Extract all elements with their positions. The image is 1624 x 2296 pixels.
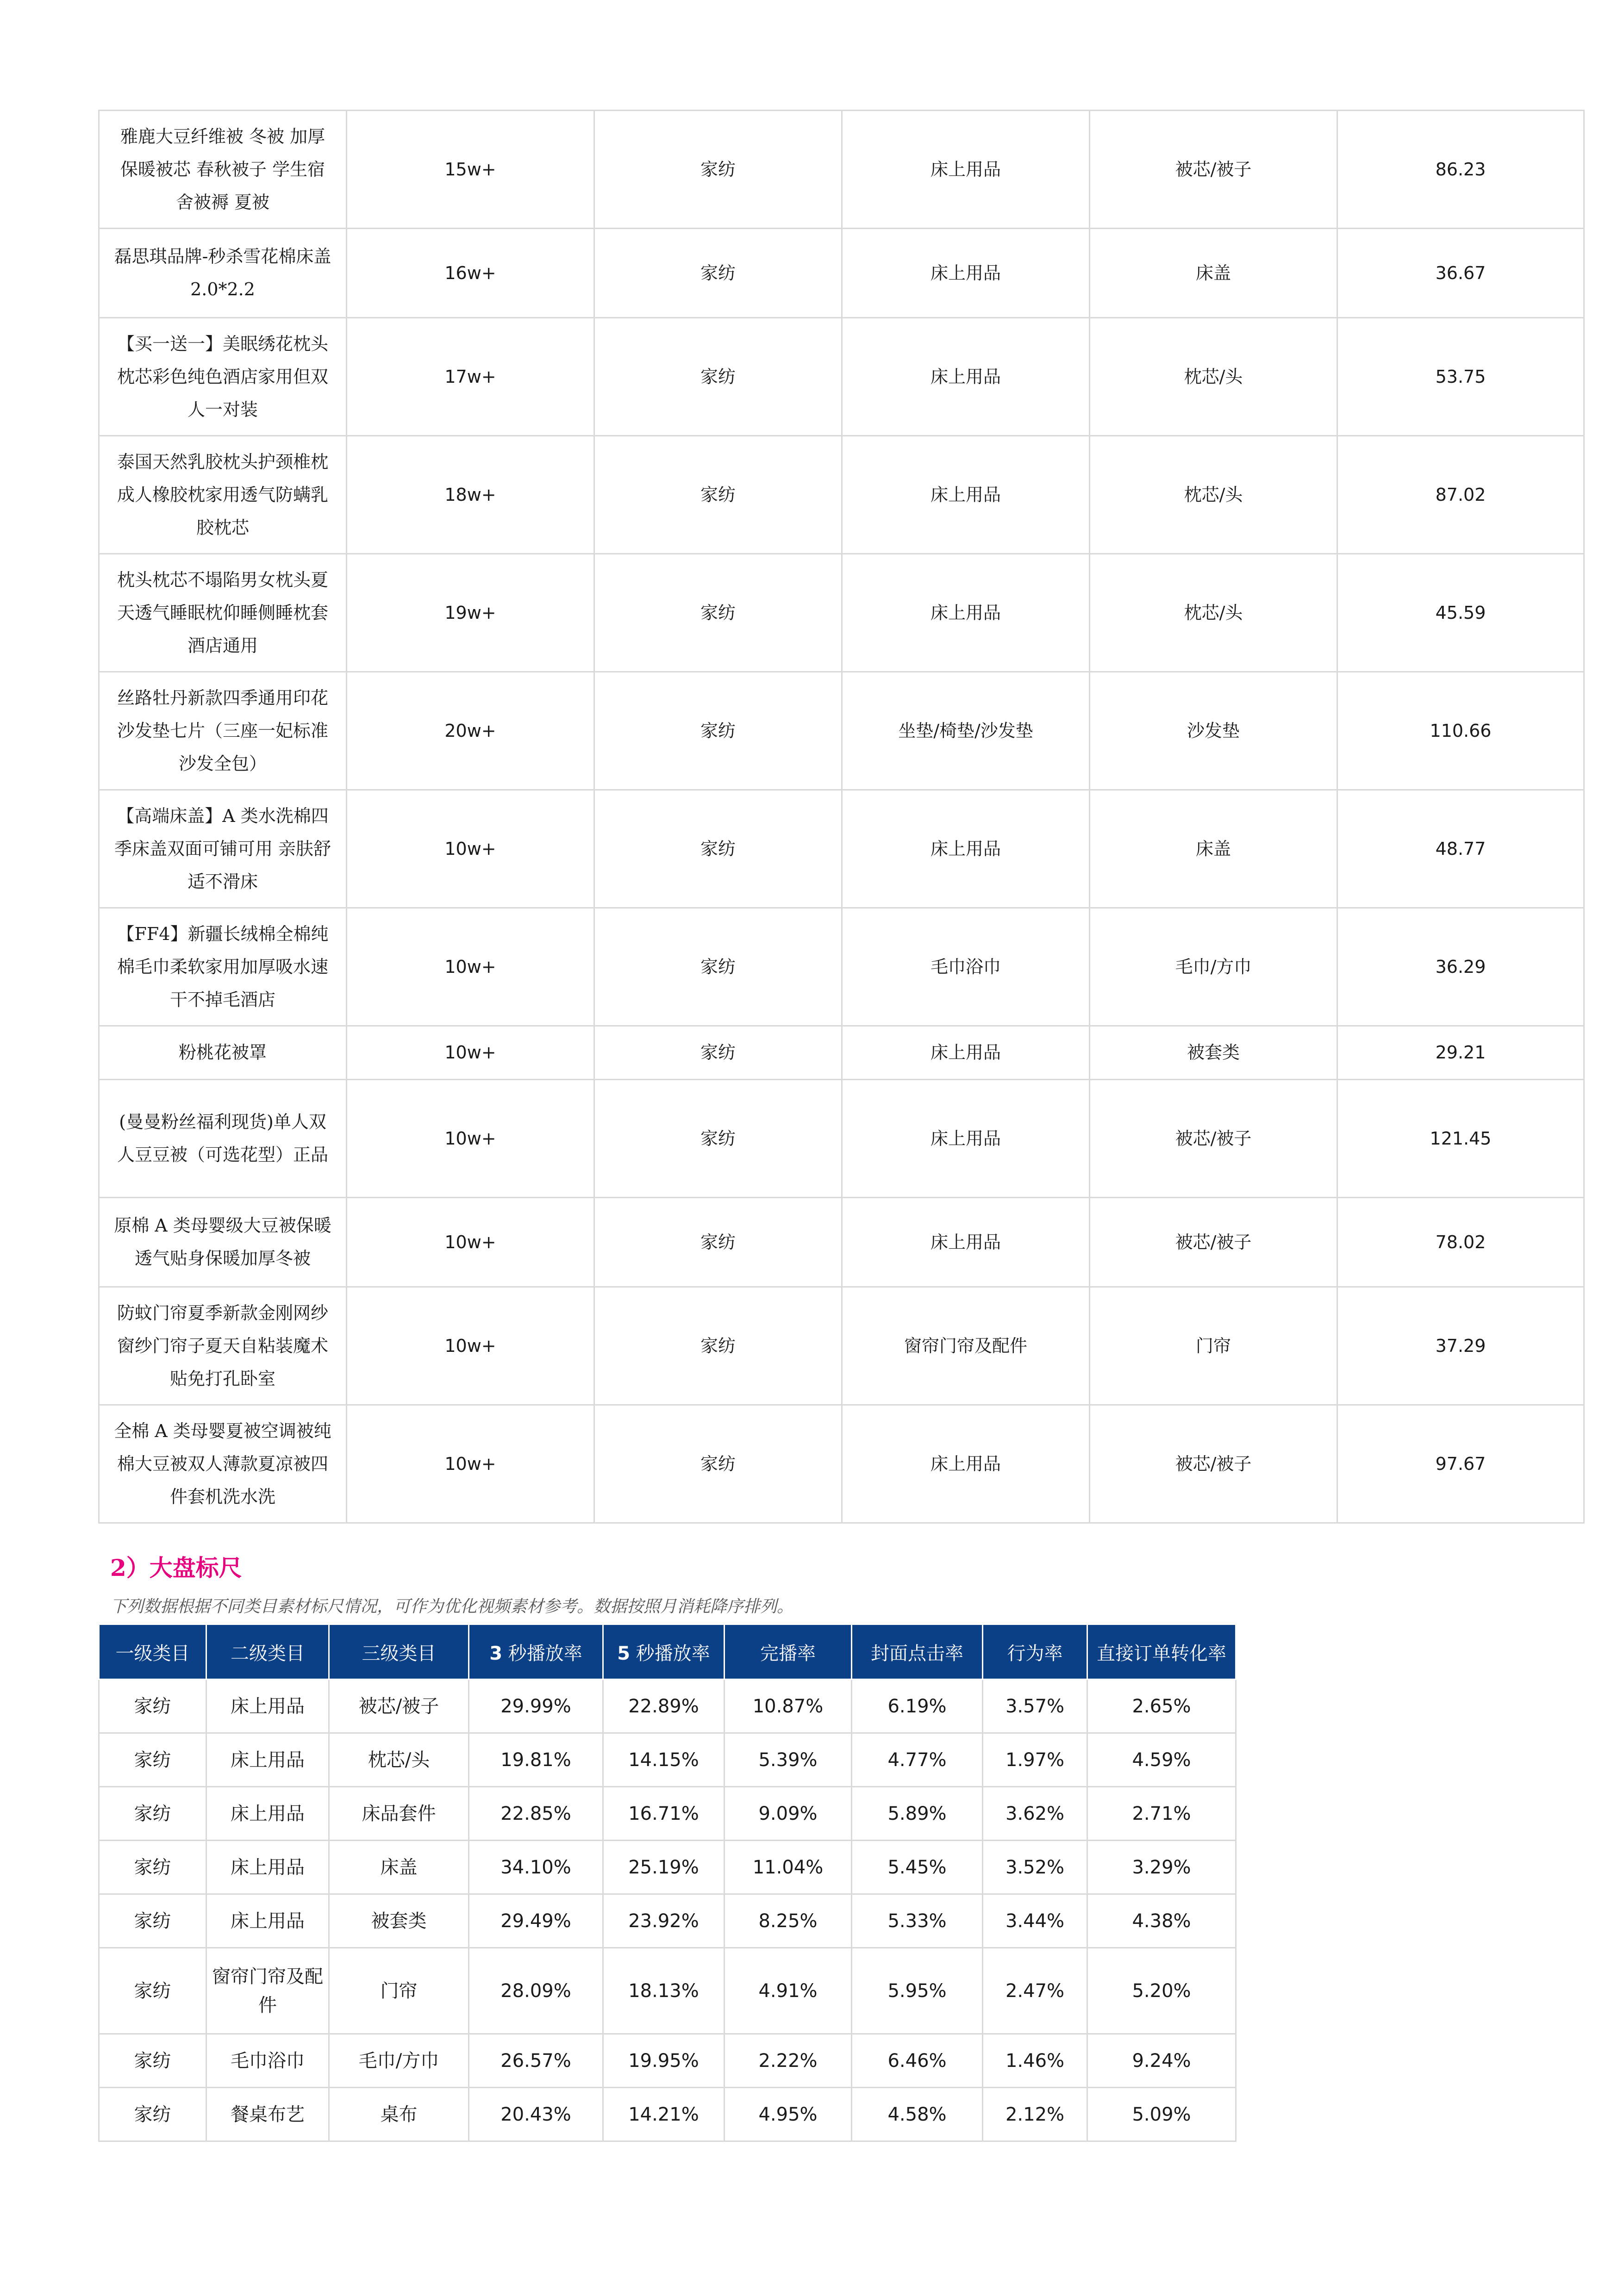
product-name: 磊思琪品牌-秒杀雪花棉床盖 2.0*2.2 <box>99 229 347 318</box>
metric-cell: 5.09% <box>1087 2088 1236 2141</box>
average-price: 87.02 <box>1337 436 1584 554</box>
product-row <box>99 1026 1584 1080</box>
metric-cell: 4.38% <box>1087 1894 1236 1948</box>
category-cell: 家纺 <box>99 1787 206 1841</box>
sales-volume: 10w+ <box>347 908 594 1026</box>
product-row <box>99 436 1584 554</box>
product-name: 枕头枕芯不塌陷男女枕头夏天透气睡眠枕仰睡侧睡枕套酒店通用 <box>99 554 347 672</box>
category-cell: 家纺 <box>99 1894 206 1948</box>
category-cell: 餐桌布艺 <box>206 2088 329 2141</box>
sales-volume: 10w+ <box>347 1405 594 1523</box>
category-cell: 家纺 <box>99 1733 206 1787</box>
product-row <box>99 908 1584 1026</box>
category-cell: 床盖 <box>329 1841 469 1894</box>
category-level-1: 家纺 <box>594 318 842 436</box>
category-level-3: 枕芯/头 <box>1090 436 1337 554</box>
metric-cell: 23.92% <box>603 1894 725 1948</box>
benchmark-row <box>99 2088 1236 2141</box>
metric-cell: 3.44% <box>983 1894 1087 1948</box>
category-cell: 床上用品 <box>206 1841 329 1894</box>
category-level-2: 床上用品 <box>842 436 1090 554</box>
sales-volume: 16w+ <box>347 229 594 318</box>
category-level-3: 床盖 <box>1090 790 1337 908</box>
product-name: 防蚊门帘夏季新款金刚网纱窗纱门帘子夏天自粘装魔术贴免打孔卧室 <box>99 1287 347 1405</box>
metric-cell: 14.21% <box>603 2088 725 2141</box>
metric-cell: 3.62% <box>983 1787 1087 1841</box>
category-level-3: 被芯/被子 <box>1090 1198 1337 1287</box>
category-cell: 桌布 <box>329 2088 469 2141</box>
category-level-2: 床上用品 <box>842 1198 1090 1287</box>
category-cell: 被套类 <box>329 1894 469 1948</box>
metric-cell: 4.59% <box>1087 1733 1236 1787</box>
metric-cell: 34.10% <box>469 1841 603 1894</box>
average-price: 45.59 <box>1337 554 1584 672</box>
benchmark-header-cell <box>725 1624 852 1680</box>
product-row <box>99 229 1584 318</box>
product-row <box>99 1287 1584 1405</box>
category-cell: 床上用品 <box>206 1680 329 1733</box>
sales-volume: 20w+ <box>347 672 594 790</box>
product-row <box>99 790 1584 908</box>
metric-cell: 6.19% <box>852 1680 983 1733</box>
category-cell: 家纺 <box>99 1948 206 2034</box>
category-cell: 床上用品 <box>206 1894 329 1948</box>
category-level-2: 床上用品 <box>842 790 1090 908</box>
sales-volume: 17w+ <box>347 318 594 436</box>
metric-cell: 2.71% <box>1087 1787 1236 1841</box>
category-cell: 家纺 <box>99 1841 206 1894</box>
category-cell: 枕芯/头 <box>329 1733 469 1787</box>
category-cell: 家纺 <box>99 2088 206 2141</box>
benchmark-row <box>99 1680 1236 1733</box>
sales-volume: 10w+ <box>347 1080 594 1198</box>
average-price: 36.67 <box>1337 229 1584 318</box>
metric-cell: 25.19% <box>603 1841 725 1894</box>
metric-cell: 9.24% <box>1087 2034 1236 2088</box>
header-label: 直接订单转化率 <box>1097 1643 1226 1664</box>
metric-cell: 4.91% <box>725 1948 852 2034</box>
metric-cell: 2.65% <box>1087 1680 1236 1733</box>
product-name: 泰国天然乳胶枕头护颈椎枕成人橡胶枕家用透气防螨乳胶枕芯 <box>99 436 347 554</box>
product-name: 【FF4】新疆长绒棉全棉纯棉毛巾柔软家用加厚吸水速干不掉毛酒店 <box>99 908 347 1026</box>
metric-cell: 2.22% <box>725 2034 852 2088</box>
header-label: 二级类目 <box>231 1643 305 1664</box>
category-level-3: 被芯/被子 <box>1090 1405 1337 1523</box>
benchmark-table <box>98 1624 1237 2142</box>
category-cell: 家纺 <box>99 1680 206 1733</box>
metric-cell: 4.77% <box>852 1733 983 1787</box>
product-table-body <box>99 111 1584 1523</box>
benchmark-header-cell <box>852 1624 983 1680</box>
benchmark-header-cell <box>206 1624 329 1680</box>
benchmark-header-row <box>99 1624 1236 1680</box>
category-cell: 窗帘门帘及配件 <box>206 1948 329 2034</box>
metric-cell: 5.45% <box>852 1841 983 1894</box>
benchmark-row <box>99 2034 1236 2088</box>
average-price: 110.66 <box>1337 672 1584 790</box>
metric-cell: 5.89% <box>852 1787 983 1841</box>
benchmark-header-cell <box>983 1624 1087 1680</box>
metric-cell: 26.57% <box>469 2034 603 2088</box>
product-row <box>99 672 1584 790</box>
metric-cell: 14.15% <box>603 1733 725 1787</box>
product-row <box>99 1080 1584 1198</box>
category-level-3: 枕芯/头 <box>1090 318 1337 436</box>
header-label: 完播率 <box>760 1643 816 1664</box>
category-level-2: 床上用品 <box>842 1080 1090 1198</box>
metric-cell: 22.89% <box>603 1680 725 1733</box>
metric-cell: 5.39% <box>725 1733 852 1787</box>
metric-cell: 22.85% <box>469 1787 603 1841</box>
metric-cell: 5.20% <box>1087 1948 1236 2034</box>
product-name: (曼曼粉丝福利现货)单人双人豆豆被（可选花型）正品 <box>99 1080 347 1198</box>
benchmark-header-cell <box>469 1624 603 1680</box>
category-level-1: 家纺 <box>594 436 842 554</box>
metric-cell: 29.49% <box>469 1894 603 1948</box>
metric-cell: 5.33% <box>852 1894 983 1948</box>
metric-cell: 16.71% <box>603 1787 725 1841</box>
product-row <box>99 554 1584 672</box>
category-level-3: 枕芯/头 <box>1090 554 1337 672</box>
average-price: 36.29 <box>1337 908 1584 1026</box>
category-level-2: 坐垫/椅垫/沙发垫 <box>842 672 1090 790</box>
category-level-1: 家纺 <box>594 672 842 790</box>
metric-cell: 29.99% <box>469 1680 603 1733</box>
category-level-3: 门帘 <box>1090 1287 1337 1405</box>
header-number: 3 <box>489 1643 503 1664</box>
header-label: 行为率 <box>1007 1643 1063 1664</box>
metric-cell: 2.12% <box>983 2088 1087 2141</box>
benchmark-header-cell <box>99 1624 206 1680</box>
category-level-3: 被芯/被子 <box>1090 111 1337 229</box>
product-name: 原棉 A 类母婴级大豆被保暖透气贴身保暖加厚冬被 <box>99 1198 347 1287</box>
category-level-1: 家纺 <box>594 1026 842 1080</box>
average-price: 53.75 <box>1337 318 1584 436</box>
metric-cell: 9.09% <box>725 1787 852 1841</box>
sales-volume: 19w+ <box>347 554 594 672</box>
category-level-3: 被芯/被子 <box>1090 1080 1337 1198</box>
category-level-2: 床上用品 <box>842 554 1090 672</box>
product-row <box>99 318 1584 436</box>
header-label: 一级类目 <box>115 1643 190 1664</box>
product-name: 【高端床盖】A 类水洗棉四季床盖双面可铺可用 亲肤舒适不滑床 <box>99 790 347 908</box>
metric-cell: 4.95% <box>725 2088 852 2141</box>
average-price: 78.02 <box>1337 1198 1584 1287</box>
average-price: 37.29 <box>1337 1287 1584 1405</box>
metric-cell: 28.09% <box>469 1948 603 2034</box>
category-level-1: 家纺 <box>594 1287 842 1405</box>
category-level-1: 家纺 <box>594 229 842 318</box>
header-number: 5 <box>617 1643 631 1664</box>
category-cell: 床品套件 <box>329 1787 469 1841</box>
benchmark-row <box>99 1787 1236 1841</box>
category-level-1: 家纺 <box>594 908 842 1026</box>
metric-cell: 3.57% <box>983 1680 1087 1733</box>
average-price: 48.77 <box>1337 790 1584 908</box>
metric-cell: 1.46% <box>983 2034 1087 2088</box>
category-level-1: 家纺 <box>594 554 842 672</box>
section-note: 下列数据根据不同类目素材标尺情况，可作为优化视频素材参考。数据按照月消耗降序排列。 <box>110 1597 794 1616</box>
category-level-3: 被套类 <box>1090 1026 1337 1080</box>
category-level-3: 床盖 <box>1090 229 1337 318</box>
metric-cell: 8.25% <box>725 1894 852 1948</box>
average-price: 29.21 <box>1337 1026 1584 1080</box>
average-price: 121.45 <box>1337 1080 1584 1198</box>
metric-cell: 3.52% <box>983 1841 1087 1894</box>
benchmark-header-cell <box>603 1624 725 1680</box>
category-level-2: 毛巾浴巾 <box>842 908 1090 1026</box>
category-cell: 家纺 <box>99 2034 206 2088</box>
benchmark-row <box>99 1948 1236 2034</box>
metric-cell: 3.29% <box>1087 1841 1236 1894</box>
sales-volume: 10w+ <box>347 1026 594 1080</box>
metric-cell: 19.95% <box>603 2034 725 2088</box>
benchmark-table-body <box>99 1680 1236 2141</box>
category-level-1: 家纺 <box>594 790 842 908</box>
metric-cell: 5.95% <box>852 1948 983 2034</box>
average-price: 86.23 <box>1337 111 1584 229</box>
category-cell: 床上用品 <box>206 1733 329 1787</box>
average-price: 97.67 <box>1337 1405 1584 1523</box>
sales-volume: 18w+ <box>347 436 594 554</box>
category-cell: 毛巾/方巾 <box>329 2034 469 2088</box>
sales-volume: 10w+ <box>347 1198 594 1287</box>
header-label: 封面点击率 <box>871 1643 963 1664</box>
category-cell: 门帘 <box>329 1948 469 2034</box>
benchmark-row <box>99 1841 1236 1894</box>
section-title-text: ）大盘标尺 <box>126 1554 242 1581</box>
metric-cell: 10.87% <box>725 1680 852 1733</box>
metric-cell: 4.58% <box>852 2088 983 2141</box>
benchmark-header-cell <box>329 1624 469 1680</box>
category-level-2: 床上用品 <box>842 318 1090 436</box>
category-level-1: 家纺 <box>594 1405 842 1523</box>
category-level-3: 毛巾/方巾 <box>1090 908 1337 1026</box>
sales-volume: 10w+ <box>347 790 594 908</box>
product-name: 【买一送一】美眠绣花枕头枕芯彩色纯色酒店家用但双人一对装 <box>99 318 347 436</box>
sales-volume: 10w+ <box>347 1287 594 1405</box>
section-number: 2 <box>110 1554 126 1581</box>
benchmark-row <box>99 1894 1236 1948</box>
metric-cell: 18.13% <box>603 1948 725 2034</box>
sales-volume: 15w+ <box>347 111 594 229</box>
category-level-2: 窗帘门帘及配件 <box>842 1287 1090 1405</box>
product-row <box>99 111 1584 229</box>
metric-cell: 20.43% <box>469 2088 603 2141</box>
category-level-2: 床上用品 <box>842 1026 1090 1080</box>
category-cell: 毛巾浴巾 <box>206 2034 329 2088</box>
metric-cell: 6.46% <box>852 2034 983 2088</box>
header-label: 三级类目 <box>362 1643 436 1664</box>
header-label: 秒播放率 <box>502 1643 582 1664</box>
product-name: 全棉 A 类母婴夏被空调被纯棉大豆被双人薄款夏凉被四件套机洗水洗 <box>99 1405 347 1523</box>
product-name: 粉桃花被罩 <box>99 1026 347 1080</box>
category-level-2: 床上用品 <box>842 1405 1090 1523</box>
benchmark-header-cell <box>1087 1624 1236 1680</box>
header-label: 秒播放率 <box>630 1643 710 1664</box>
category-level-1: 家纺 <box>594 111 842 229</box>
category-level-1: 家纺 <box>594 1198 842 1287</box>
category-level-1: 家纺 <box>594 1080 842 1198</box>
section-title <box>110 1549 242 1583</box>
category-cell: 床上用品 <box>206 1787 329 1841</box>
category-level-3: 沙发垫 <box>1090 672 1337 790</box>
metric-cell: 1.97% <box>983 1733 1087 1787</box>
category-level-2: 床上用品 <box>842 111 1090 229</box>
metric-cell: 2.47% <box>983 1948 1087 2034</box>
category-level-2: 床上用品 <box>842 229 1090 318</box>
benchmark-row <box>99 1733 1236 1787</box>
metric-cell: 11.04% <box>725 1841 852 1894</box>
product-name: 雅鹿大豆纤维被 冬被 加厚保暖被芯 春秋被子 学生宿舍被褥 夏被 <box>99 111 347 229</box>
product-row <box>99 1198 1584 1287</box>
product-table <box>98 110 1585 1524</box>
product-row <box>99 1405 1584 1523</box>
metric-cell: 19.81% <box>469 1733 603 1787</box>
product-name: 丝路牡丹新款四季通用印花沙发垫七片（三座一妃标准沙发全包） <box>99 672 347 790</box>
category-cell: 被芯/被子 <box>329 1680 469 1733</box>
